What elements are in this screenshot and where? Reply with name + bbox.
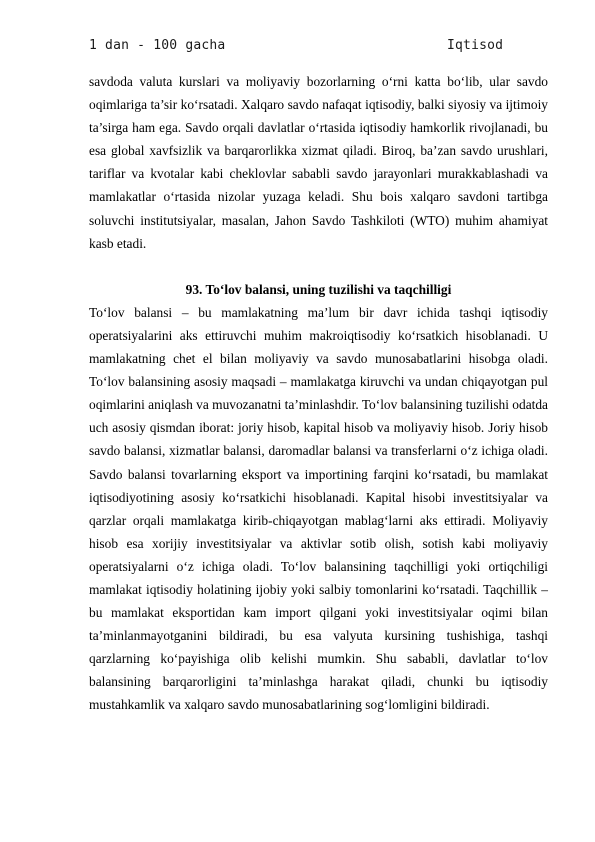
- header-subject: Iqtisod: [447, 38, 504, 53]
- page-header: [89, 38, 548, 58]
- paragraph-intro: savdoda valuta kurslari va moliyaviy bozorlarning o‘rni katta bo‘lib, ular savdo oqimlariga ta’sir ko‘rsatadi. Xalqaro savdo nafaqat iqtisodiy, balki siyosiy va ijtimoiy ta’sirga ham ega. Savdo orqali davlatlar o‘rtasida iqtisodiy hamkorlik rivojlanadi, bu esa global xavfsizlik va barqarorlikka xizmat qiladi. Biroq, ba’zan savdo urushlari, tariflar va kvotalar kabi cheklovlar sababli savdo jarayonlari murakkablashadi va mamlakatlar o‘rtasida nizolar yuzaga keladi. Shu bois xalqaro savdoni tartibga soluvchi institutsiyalar, masalan, Jahon Savdo Tashkiloti (WTO) muhim ahamiyat kasb etadi.: [89, 74, 548, 251]
- paragraph-balance-of-payments: To‘lov balansi – bu mamlakatning ma’lum bir davr ichida tashqi iqtisodiy operatsiyalarini aks ettiruvchi muhim makroiqtisodiy ko‘rsatkich hisoblanadi. U mamlakatning chet el bilan moliyaviy va savdo munosabatlarini hisobga oladi. To‘lov balansining asosiy maqsadi – mamlakatga kiruvchi va undan chiqayotgan pul oqimlarini aniqlash va muvozanatni ta’minlashdir. To‘lov balansining tuzilishi odatda uch asosiy qismdan iborat: joriy hisob, kapital hisob va moliyaviy hisob. Joriy hisob savdo balansi, xizmatlar balansi, daromadlar balansi va transferlarni o‘z ichiga oladi. Savdo balansi tovarlarning eksport va importining farqini ko‘rsatadi, bu mamlakat iqtisodiyotining asosiy ko‘rsatkichi hisoblanadi. Kapital hisobi investitsiyalar va qarzlar orqali mamlakatga kirib-chiqayotgan mablag‘larni aks ettiradi. Moliyaviy hisob esa xorijiy investitsiyalar va aktivlar sotib olish, sotish kabi moliyaviy operatsiyalarni o‘z ichiga oladi. To‘lov balansining taqchilligi yoki ortiqchiligi mamlakat iqtisodiy holatining ijobiy yoki salbiy tomonlarini ko‘rsatadi. Taqchillik – bu mamlakat eksportidan kam import qilgani yoki investitsiyalar oqimi bilan ta’minlanmayotganini bildiradi, bu esa valyuta kursining tushishiga, tashqi qarzlarning ko‘payishiga olib kelishi mumkin. Shu sababli, davlatlar to‘lov balansining barqarorligini ta’minlashga harakat qiladi, chunki bu iqtisodiy mustahkamlik va xalqaro savdo munosabatlarining sog‘lomligini bildiradi.: [89, 304, 548, 713]
- section-title: 93. To‘lov balansi, uning tuzilishi va taqchilligi: [185, 281, 452, 297]
- header-page-range: 1 dan - 100 gacha: [89, 38, 226, 53]
- document-body: [89, 70, 548, 717]
